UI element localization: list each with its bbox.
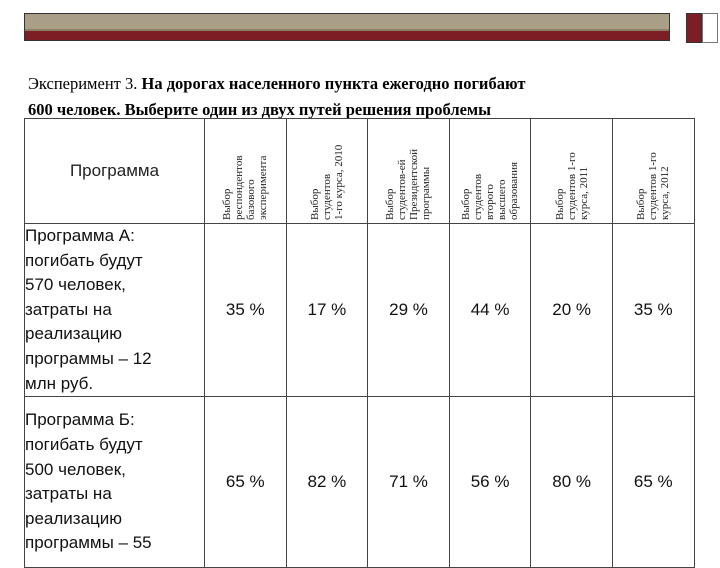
column-header-text: Выбор студентов второго высшего образования <box>460 161 521 220</box>
value-cell: 17 % <box>286 224 368 397</box>
results-table <box>24 118 695 568</box>
value-cell: 20 % <box>531 224 613 397</box>
column-header <box>368 119 450 224</box>
column-header-text: Выбор студентов 1-го курса, 2011 <box>553 152 590 220</box>
title-decoration-bar <box>24 13 670 41</box>
table-row <box>25 397 695 568</box>
table-header-row <box>25 119 695 224</box>
value-cell: 65 % <box>612 397 694 568</box>
program-a-description: Программа А: погибать будут 570 человек, затраты на реализацию программы – 12 млн руб. <box>25 224 205 397</box>
column-header-text: Выбор студентов 1-го курса, 2012 <box>635 152 672 220</box>
column-header-text: Выбор респондентов базового эксперимента <box>221 155 270 220</box>
value-cell: 29 % <box>368 224 450 397</box>
table-row <box>25 224 695 397</box>
program-b-description: Программа Б: погибать будут 500 человек, затраты на реализацию программы – 55 <box>25 397 205 568</box>
column-header <box>612 119 694 224</box>
decoration-square-white <box>702 13 718 43</box>
program-column-header: Программа <box>25 119 205 224</box>
value-cell: 56 % <box>449 397 531 568</box>
column-header <box>205 119 287 224</box>
column-header <box>449 119 531 224</box>
value-cell: 82 % <box>286 397 368 568</box>
caption-bold-line1: На дорогах населенного пункта ежегодно погибают <box>141 74 526 93</box>
decoration-strip-bottom <box>25 31 669 40</box>
decoration-strip-top <box>25 14 669 29</box>
value-cell: 35 % <box>612 224 694 397</box>
caption-bold-line2: 600 человек. Выберите один из двух путей решения проблемы <box>28 100 492 119</box>
column-header-text: Выбор студентов-ей Президентской программы <box>384 148 433 220</box>
caption-prefix: Эксперимент 3. <box>28 74 142 93</box>
decoration-square-red <box>686 13 702 43</box>
value-cell: 71 % <box>368 397 450 568</box>
value-cell: 80 % <box>531 397 613 568</box>
value-cell: 35 % <box>205 224 287 397</box>
column-header <box>531 119 613 224</box>
value-cell: 44 % <box>449 224 531 397</box>
column-header <box>286 119 368 224</box>
slide-caption <box>28 71 688 123</box>
value-cell: 65 % <box>205 397 287 568</box>
column-header-text: Выбор студентов 1-го курса, 2010 <box>308 144 345 220</box>
